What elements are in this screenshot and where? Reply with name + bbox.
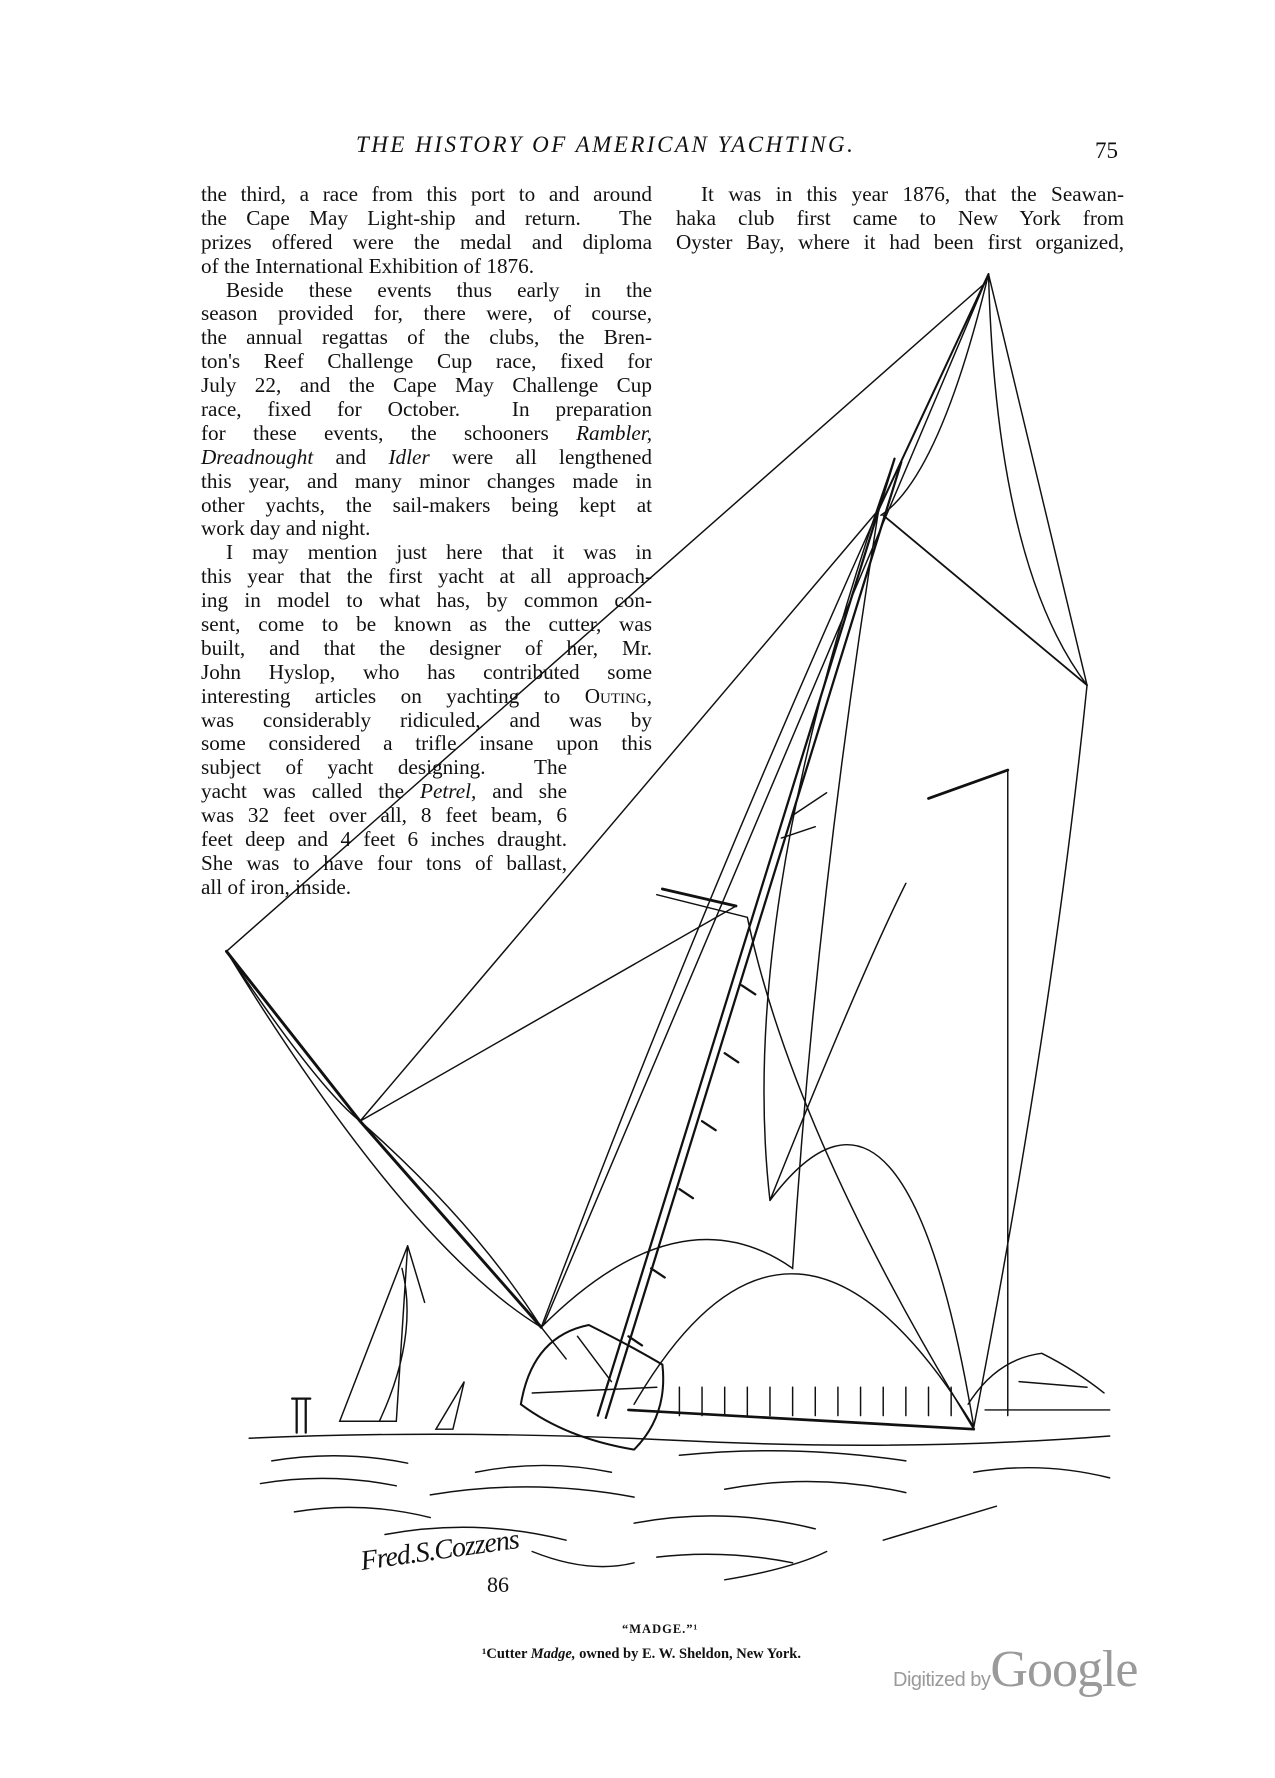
text-segment: the annual regattas of the clubs, the Bren-	[201, 325, 652, 350]
text-segment: and	[313, 444, 389, 469]
text-segment: for these events, the schooners	[201, 420, 577, 445]
footnote-prefix: ¹Cutter	[482, 1646, 531, 1662]
text-segment: the Cape May Light-ship and return. The	[201, 205, 652, 230]
lighthouse	[292, 1399, 310, 1433]
text-segment: this year that the first yacht at all approach-	[201, 564, 652, 589]
text-segment: prizes offered were the medal and diploma	[201, 229, 652, 254]
text-segment: interesting articles on yachting to	[201, 683, 585, 708]
mast	[598, 459, 901, 1418]
distant-sailboat-small	[436, 1382, 464, 1430]
text-segment: Oyster Bay, where it had been first organized,	[676, 229, 1124, 254]
text-segment: all of iron, inside.	[201, 874, 352, 899]
text-segment: yacht was called the	[201, 779, 421, 804]
text-segment: ing in model to what has, by common con-	[201, 588, 652, 613]
gaff	[883, 515, 1087, 685]
google-logo: Google	[990, 1641, 1138, 1698]
jib	[541, 510, 878, 1328]
italic-text: Rambler,	[576, 420, 652, 445]
text-segment: John Hyslop, who has contributed some	[201, 659, 652, 684]
text-segment: She was to have four tons of ballast,	[201, 850, 567, 875]
jib-topsail	[226, 951, 541, 1327]
text-segment: season provided for, there were, of course,	[201, 301, 652, 326]
text-segment: race, fixed for October. In preparation	[201, 397, 652, 422]
text-segment: other yachts, the sail-makers being kept at	[201, 492, 652, 517]
running-title: THE HISTORY OF AMERICAN YACHTING.	[356, 132, 856, 157]
boom	[628, 1410, 973, 1429]
text-segment: of the International Exhibition of 1876.	[201, 253, 535, 278]
topmast	[879, 274, 989, 510]
footnote-suffix: owned by E. W. Sheldon, New York.	[575, 1646, 801, 1662]
rocky-shore	[968, 1353, 1110, 1410]
footnote-yacht-name: Madge,	[530, 1646, 576, 1662]
artist-signature: Fred.S.Cozzens	[358, 1524, 521, 1577]
text-segment: It was in this year 1876, that the Seawan-	[701, 182, 1124, 206]
text-segment: the third, a race from this port to and around	[201, 182, 652, 206]
text-segment: was 32 feet over all, 8 feet beam, 6	[201, 803, 567, 828]
text-segment: work day and night.	[201, 516, 371, 541]
text-segment: haka club first came to New York from	[676, 205, 1124, 230]
italic-text: Idler	[388, 444, 430, 469]
spreader	[662, 770, 1007, 906]
text-segment: was considerably ridiculed, and was by	[201, 707, 652, 732]
text-segment: Beside these events thus early in the	[226, 277, 652, 302]
text-segment: July 22, and the Cape May Challenge Cup	[201, 373, 652, 398]
text-segment: feet deep and 4 feet 6 inches draught.	[201, 827, 567, 852]
text-segment: sent, come to be known as the cutter, was	[201, 612, 652, 637]
distant-sailboat	[340, 1246, 425, 1422]
text-segment: and she	[476, 779, 567, 804]
text-segment: were all lengthened	[429, 444, 653, 469]
figure-footnote	[482, 1646, 801, 1663]
figure-caption-title: “MADGE.”¹	[622, 1622, 699, 1636]
page-number: 75	[1095, 138, 1118, 163]
text-segment: Outing,	[584, 683, 652, 708]
italic-text: Dreadnought	[201, 444, 314, 469]
text-segment: some considered a trifle insane upon this	[201, 731, 652, 756]
watermark-prefix: Digitized by	[893, 1669, 991, 1691]
mainsail	[634, 274, 1087, 1427]
italic-text: Petrel,	[420, 779, 477, 804]
text-segment: subject of yacht designing. The	[201, 755, 567, 780]
bowsprit	[226, 951, 541, 1327]
text-segment: this year, and many minor changes made in	[201, 468, 652, 493]
text-segment: built, and that the designer of her, Mr.	[201, 635, 652, 660]
digitized-by-google-watermark	[893, 1640, 1137, 1699]
artist-signature-year: 86	[487, 1572, 509, 1597]
text-segment: ton's Reef Challenge Cup race, fixed for	[201, 349, 652, 374]
text-segment: I may mention just here that it was in	[226, 540, 652, 565]
